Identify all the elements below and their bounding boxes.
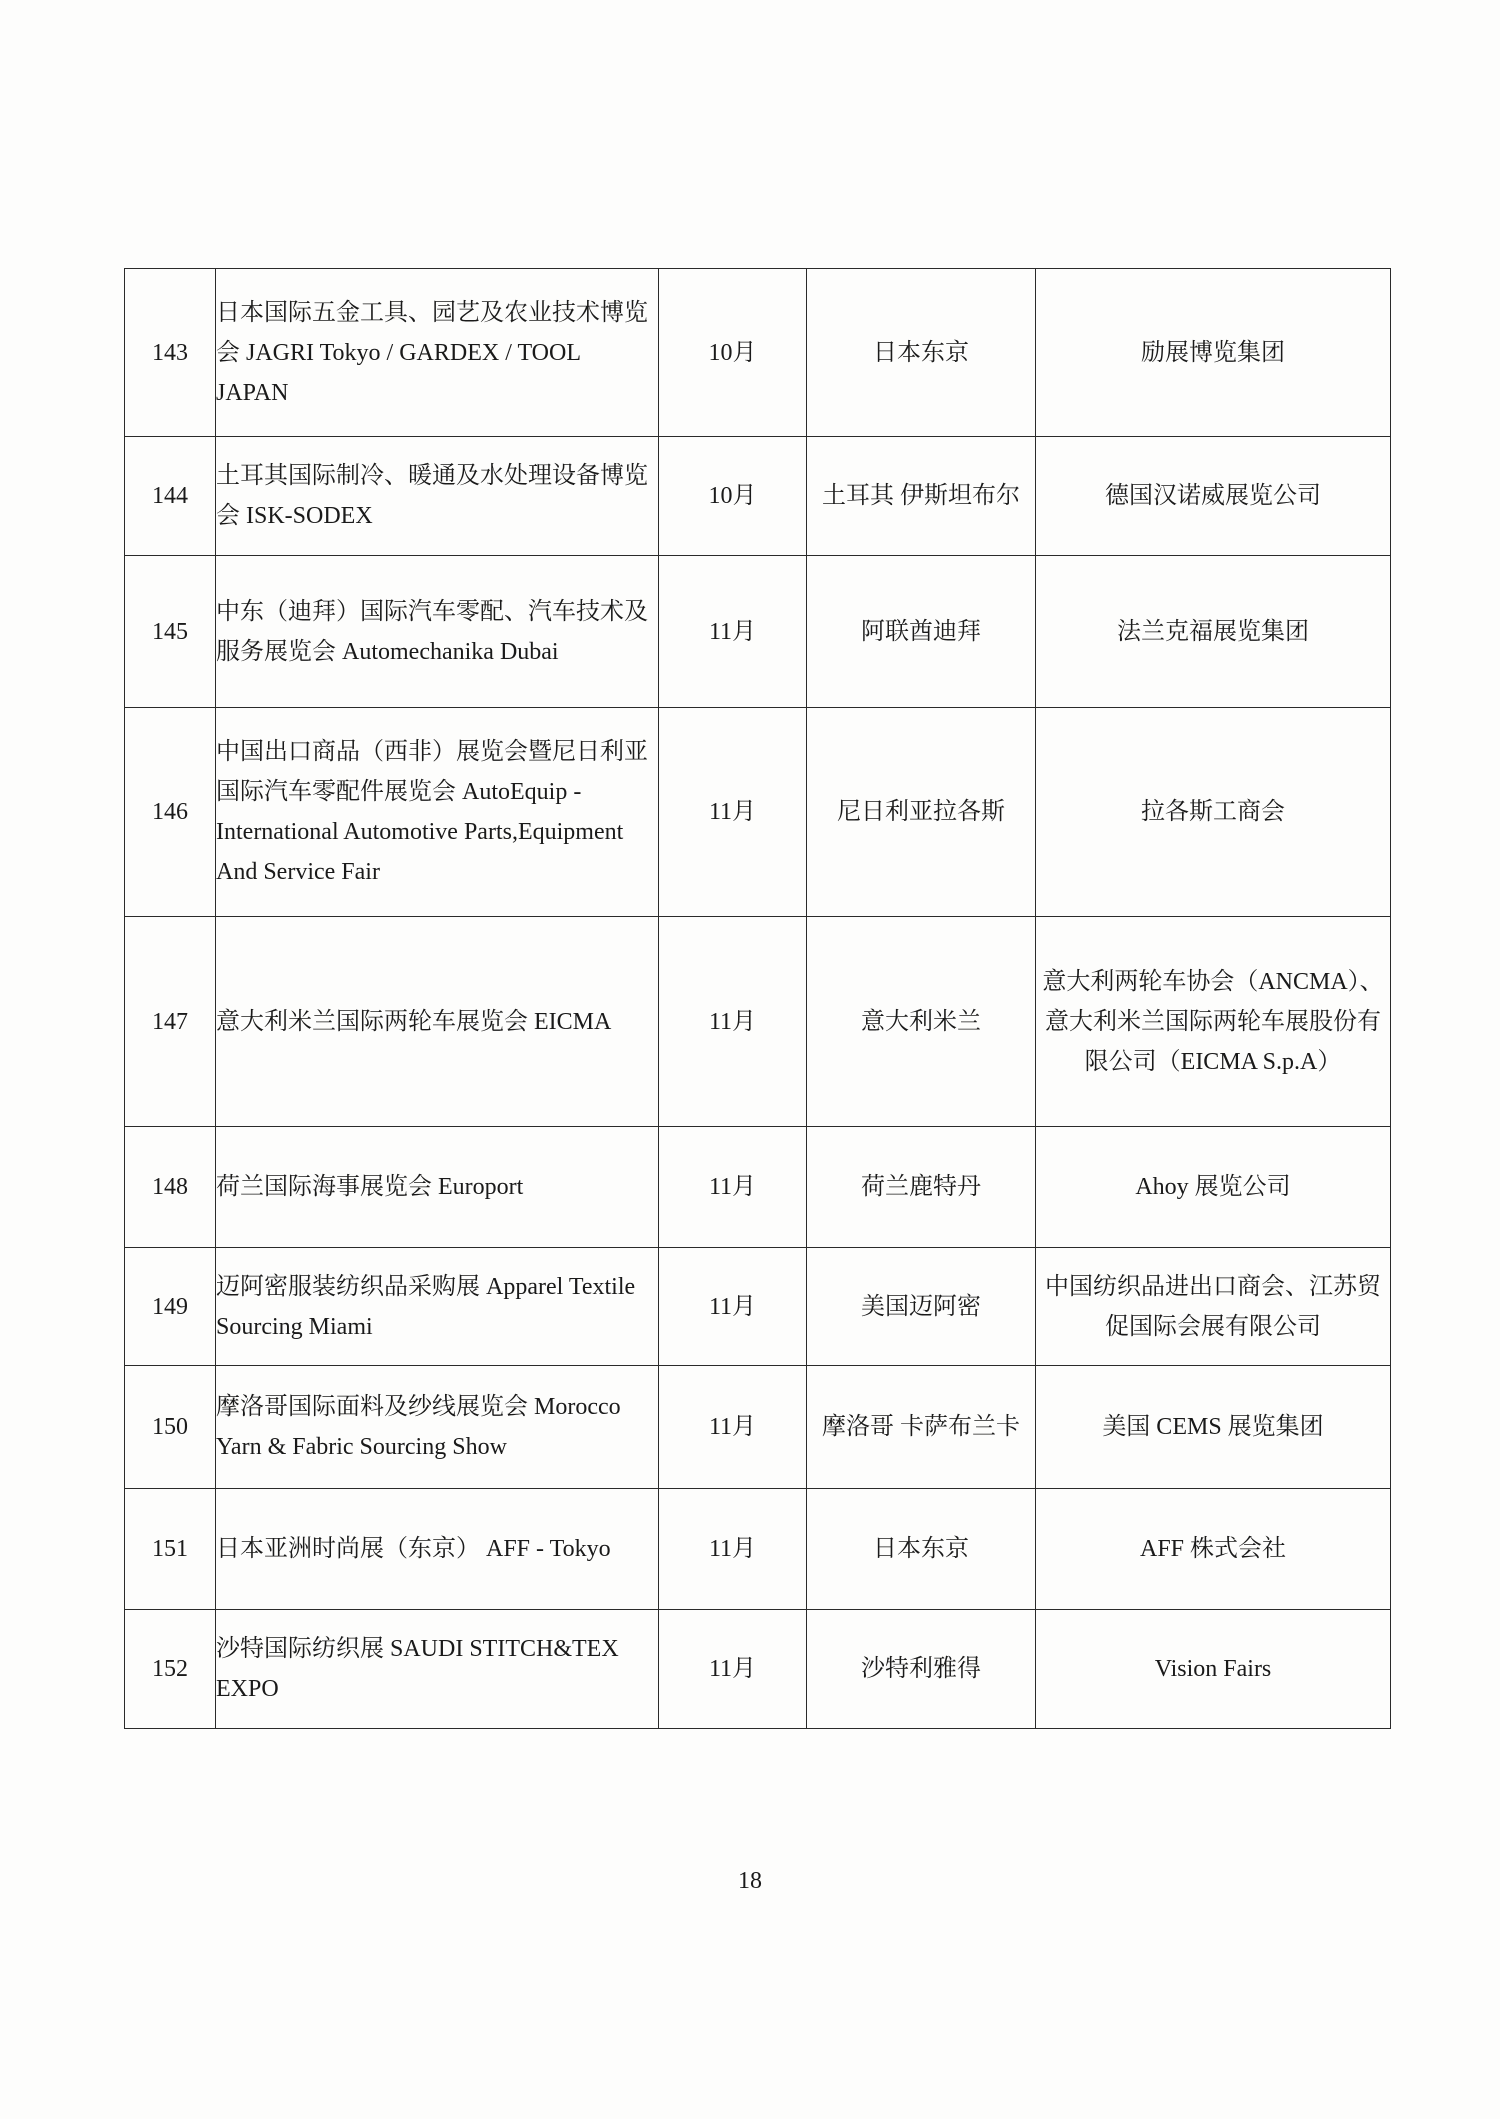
- exhibition-name: 土耳其国际制冷、暖通及水处理设备博览会 ISK-SODEX: [216, 437, 659, 556]
- exhibition-place: 沙特利雅得: [807, 1610, 1036, 1729]
- exhibition-time: 11月: [659, 1248, 807, 1366]
- exhibition-time: 10月: [659, 269, 807, 437]
- table-row: [125, 1610, 1391, 1729]
- exhibition-organizer: 意大利两轮车协会（ANCMA）、意大利米兰国际两轮车展股份有限公司（EICMA S.p.A）: [1036, 917, 1391, 1127]
- table-row: [125, 437, 1391, 556]
- row-number: 148: [125, 1127, 216, 1248]
- exhibition-time: 11月: [659, 708, 807, 917]
- exhibition-place: 日本东京: [807, 269, 1036, 437]
- exhibition-place: 日本东京: [807, 1489, 1036, 1610]
- exhibition-organizer: 法兰克福展览集团: [1036, 556, 1391, 708]
- row-number: 150: [125, 1366, 216, 1489]
- exhibition-time: 10月: [659, 437, 807, 556]
- exhibition-organizer: 励展博览集团: [1036, 269, 1391, 437]
- row-number: 151: [125, 1489, 216, 1610]
- exhibition-name: 摩洛哥国际面料及纱线展览会 Morocco Yarn & Fabric Sourcing Show: [216, 1366, 659, 1489]
- row-number: 149: [125, 1248, 216, 1366]
- row-number: 145: [125, 556, 216, 708]
- exhibition-organizer: 拉各斯工商会: [1036, 708, 1391, 917]
- table-row: [125, 1489, 1391, 1610]
- exhibition-place: 美国迈阿密: [807, 1248, 1036, 1366]
- page-number: 18: [738, 1868, 762, 1894]
- table-row: [125, 269, 1391, 437]
- exhibition-name: 中东（迪拜）国际汽车零配、汽车技术及服务展览会 Automechanika Dubai: [216, 556, 659, 708]
- row-number: 144: [125, 437, 216, 556]
- exhibition-name: 日本国际五金工具、园艺及农业技术博览会 JAGRI Tokyo / GARDEX / TOOL JAPAN: [216, 269, 659, 437]
- row-number: 147: [125, 917, 216, 1127]
- exhibition-name: 意大利米兰国际两轮车展览会 EICMA: [216, 917, 659, 1127]
- exhibition-place: 意大利米兰: [807, 917, 1036, 1127]
- exhibition-place: 荷兰鹿特丹: [807, 1127, 1036, 1248]
- row-number: 143: [125, 269, 216, 437]
- exhibition-place: 土耳其 伊斯坦布尔: [807, 437, 1036, 556]
- exhibition-organizer: AFF 株式会社: [1036, 1489, 1391, 1610]
- exhibition-time: 11月: [659, 1610, 807, 1729]
- exhibition-name: 荷兰国际海事展览会 Europort: [216, 1127, 659, 1248]
- row-number: 146: [125, 708, 216, 917]
- table-row: [125, 1366, 1391, 1489]
- exhibition-time: 11月: [659, 1127, 807, 1248]
- exhibition-organizer: Ahoy 展览公司: [1036, 1127, 1391, 1248]
- exhibition-place: 阿联酋迪拜: [807, 556, 1036, 708]
- row-number: 152: [125, 1610, 216, 1729]
- exhibition-time: 11月: [659, 556, 807, 708]
- exhibition-name: 沙特国际纺织展 SAUDI STITCH&TEX EXPO: [216, 1610, 659, 1729]
- exhibition-name: 迈阿密服装纺织品采购展 Apparel Textile Sourcing Miami: [216, 1248, 659, 1366]
- exhibition-time: 11月: [659, 1489, 807, 1610]
- table-row: [125, 917, 1391, 1127]
- exhibition-table: [124, 268, 1391, 1729]
- exhibition-name: 日本亚洲时尚展（东京） AFF - Tokyo: [216, 1489, 659, 1610]
- exhibition-organizer: 美国 CEMS 展览集团: [1036, 1366, 1391, 1489]
- table-row: [125, 1127, 1391, 1248]
- table-row: [125, 1248, 1391, 1366]
- exhibition-place: 摩洛哥 卡萨布兰卡: [807, 1366, 1036, 1489]
- exhibition-organizer: 德国汉诺威展览公司: [1036, 437, 1391, 556]
- exhibition-place: 尼日利亚拉各斯: [807, 708, 1036, 917]
- exhibition-time: 11月: [659, 1366, 807, 1489]
- exhibition-organizer: 中国纺织品进出口商会、江苏贸促国际会展有限公司: [1036, 1248, 1391, 1366]
- exhibition-time: 11月: [659, 917, 807, 1127]
- table-row: [125, 556, 1391, 708]
- table-row: [125, 708, 1391, 917]
- exhibition-name: 中国出口商品（西非）展览会暨尼日利亚国际汽车零配件展览会 AutoEquip - International Automotive Parts,Equipment And Service Fair: [216, 708, 659, 917]
- exhibition-organizer: Vision Fairs: [1036, 1610, 1391, 1729]
